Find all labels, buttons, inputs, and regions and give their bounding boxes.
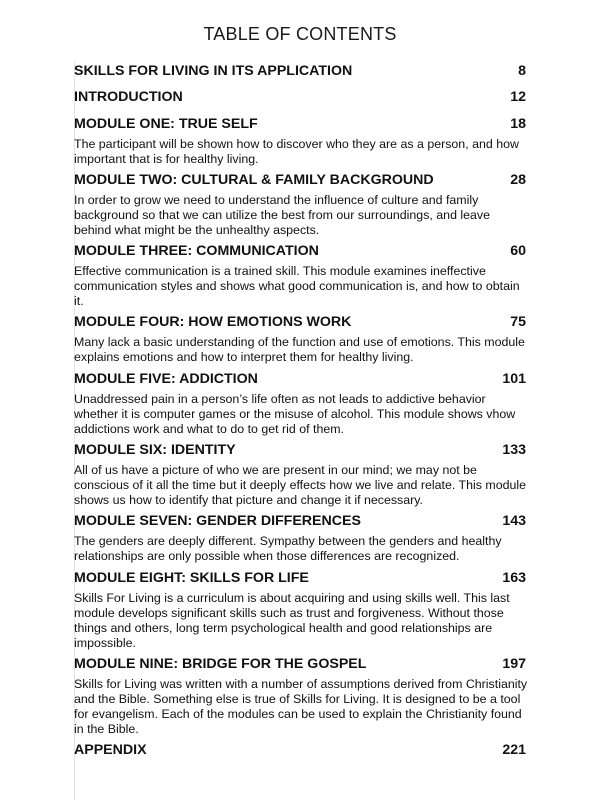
toc-entry-introduction [74, 89, 530, 110]
toc-entry-row [74, 63, 530, 84]
toc-entry-title: MODULE FOUR: HOW EMOTIONS WORK [74, 314, 352, 331]
toc-entry-page-number: 221 [502, 742, 526, 759]
toc-entry-page-number: 101 [502, 370, 526, 387]
toc-entry-row [74, 742, 530, 763]
toc-entry-title: APPENDIX [74, 742, 147, 759]
toc-entry-page-number: 12 [510, 89, 526, 106]
toc-entry-title: MODULE ONE: TRUE SELF [74, 115, 258, 132]
page-title: TABLE OF CONTENTS [203, 24, 397, 44]
toc-entry-title: MODULE NINE: BRIDGE FOR THE GOSPEL [74, 655, 367, 672]
toc-entry-row [74, 513, 530, 534]
toc-entry-module-four [74, 314, 530, 365]
toc-entry-page-number: 163 [502, 569, 526, 586]
toc-entry-description: The participant will be shown how to discover who they are as a person, and how important that is for healthy living. [74, 136, 519, 166]
toc-entry-description: The genders are deeply different. Sympathy between the genders and healthy relationships are only possible when those differences are recognized. [74, 534, 502, 564]
toc-entry-row [74, 89, 530, 110]
toc-entry-title: MODULE THREE: COMMUNICATION [74, 243, 319, 260]
toc-entry-module-eight [74, 570, 530, 651]
toc-entry-row [74, 243, 530, 264]
toc-entry-description: Many lack a basic understanding of the function and use of emotions. This module explains emotions and how to interpret them for healthy living. [74, 335, 525, 365]
toc-entry-page-number: 143 [502, 513, 526, 530]
table-of-contents [74, 63, 530, 769]
toc-entry-description: Skills for Living was written with a number of assumptions derived from Christianity and the Bible. Something else is true of Skills for Living. It is designed to be a tool for evangelism. Each of the modules can be used to explain the Christianity found in the Bible. [74, 676, 528, 736]
toc-entry-description: Skills For Living is a curriculum is about acquiring and using skills well. This last module develops significant skills such as trust and forgiveness. Without those things and others, long term psychological health and good relationships are impossible. [74, 590, 510, 650]
toc-entry-module-two [74, 172, 530, 238]
toc-entry-title: SKILLS FOR LIVING IN ITS APPLICATION [74, 63, 353, 79]
toc-entry-module-seven [74, 513, 530, 564]
toc-entry-module-six [74, 442, 530, 508]
toc-entry-page-number: 197 [502, 655, 526, 672]
toc-entry-row [74, 116, 530, 137]
toc-entry-page-number: 75 [510, 314, 526, 331]
toc-entry-module-three [74, 243, 530, 309]
toc-entry-description: Effective communication is a trained skill. This module examines ineffective communication styles and shows what good communication is, and how to obtain it. [74, 264, 520, 309]
toc-entry-applications [74, 63, 530, 84]
toc-entry-row [74, 442, 530, 463]
toc-entry-page-number: 18 [510, 115, 526, 132]
toc-entry-description: All of us have a picture of who we are present in our mind; we may not be conscious of it all the time but it deeply effects how we live and relate. This module shows us how to identify that picture and change it if necessary. [74, 463, 527, 508]
toc-entry-module-one [74, 116, 530, 167]
toc-entry-title: MODULE SIX: IDENTITY [74, 442, 236, 459]
toc-entry-row [74, 172, 530, 193]
toc-entry-title: MODULE FIVE: ADDICTION [74, 370, 258, 387]
toc-entry-row [74, 570, 530, 591]
toc-entry-page-number: 133 [502, 442, 526, 459]
toc-entry-title: MODULE TWO: CULTURAL & FAMILY BACKGROUND [74, 171, 434, 188]
toc-entry-row [74, 656, 530, 677]
toc-entry-page-number: 28 [510, 171, 526, 188]
toc-entry-description: Unaddressed pain in a person’s life often as not leads to addictive behavior whether it is computer games or the misuse of alcohol. This module shows vhow addictions work and what to do to get rid of them. [74, 391, 516, 436]
toc-entry-module-five [74, 371, 530, 437]
toc-entry-title: MODULE EIGHT: SKILLS FOR LIFE [74, 569, 309, 586]
toc-entry-appendix [74, 742, 530, 763]
toc-entry-page-number: 8 [518, 63, 526, 79]
toc-entry-module-nine [74, 656, 530, 737]
toc-entry-row [74, 371, 530, 392]
toc-entry-title: MODULE SEVEN: GENDER DIFFERENCES [74, 513, 361, 530]
toc-entry-page-number: 60 [510, 243, 526, 260]
toc-entry-row [74, 314, 530, 335]
toc-entry-title: INTRODUCTION [74, 89, 183, 106]
toc-entry-description: In order to grow we need to understand the influence of culture and family background so that we can utilize the best from our surroundings, and leave behind what might be the unhealthy aspects. [74, 192, 491, 237]
